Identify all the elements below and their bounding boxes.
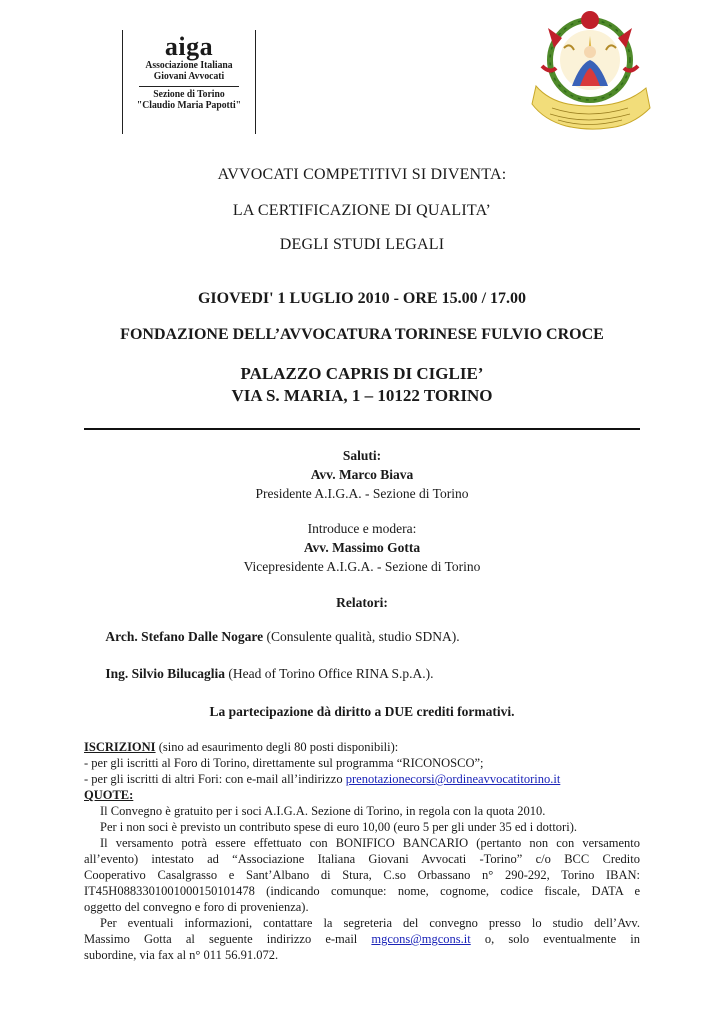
intro-name: Avv. Massimo Gotta	[303, 540, 421, 555]
speaker-item	[88, 666, 434, 682]
iscrizioni-foro: - per gli iscritti al Foro di Torino, direttamente sul programma “RICONOSCO”;	[84, 756, 484, 770]
intro-role: Vicepresidente A.I.G.A. - Sezione di Torino	[243, 559, 481, 574]
relatori-label: Relatori:	[336, 595, 388, 610]
quote-line	[84, 787, 640, 803]
contatti-text: Massimo Gotta al seguente indirizzo e-mail	[84, 932, 372, 946]
saluti-role: Presidente A.I.G.A. - Sezione di Torino	[255, 486, 469, 501]
speaker-item	[88, 629, 460, 645]
section-divider	[84, 428, 640, 430]
iscrizioni-altri-text: - per gli iscritti di altri Fori: con e-mail all’indirizzo	[84, 772, 346, 786]
speaker-detail: (Head of Torino Office RINA S.p.A.).	[225, 666, 434, 681]
event-palazzo: PALAZZO CAPRIS DI CIGLIE’	[240, 364, 484, 383]
contatti-line-1: Per eventuali informazioni, contattare la segreteria del convegno presso lo studio dell’Avv.	[100, 916, 640, 930]
speaker-detail: (Consulente qualità, studio SDNA).	[263, 629, 460, 644]
versamento-line-2: all’evento) intestato ad “Associazione Italiana Giovani Avvocati -Torino” c/o BCC Credito	[84, 852, 640, 866]
logo-line-young-lawyers: Giovani Avvocati	[153, 71, 225, 82]
speaker-name: Ing. Silvio Bilucaglia	[105, 666, 226, 681]
title-line-2: LA CERTIFICAZIONE DI QUALITA’	[232, 202, 492, 219]
contatti-line-2	[84, 931, 640, 947]
title-line-3: DEGLI STUDI LEGALI	[279, 236, 445, 253]
contatti-suffix: o, solo eventualmente in	[470, 932, 640, 946]
logo-name: aiga	[164, 32, 214, 61]
logo-divider	[139, 86, 239, 87]
versamento-line-4: IT45H0883301001000150101478 (indicando comunque: nome, cognome, codice fiscale, DATA e	[84, 884, 640, 898]
aiga-logo	[122, 30, 256, 134]
iscrizioni-text: (sino ad esaurimento degli 80 posti disponibili):	[155, 740, 399, 754]
intro-label: Introduce e modera:	[307, 521, 417, 536]
email-iscrizioni-link[interactable]: prenotazionecorsi@ordineavvocatitorino.it	[345, 772, 561, 786]
quote-heading: QUOTE:	[84, 788, 134, 802]
quote-non-soci: Per i non soci è previsto un contributo spese di euro 10,00 (euro 5 per gli under 35 ed i dottori).	[100, 820, 577, 834]
versamento-line-1: Il versamento potrà essere effettuato con BONIFICO BANCARIO (pertanto non con versamento	[100, 836, 640, 850]
speaker-name: Arch. Stefano Dalle Nogare	[105, 629, 264, 644]
crest-emblem-icon	[528, 8, 652, 134]
info-section	[84, 739, 640, 963]
title-line-1: AVVOCATI COMPETITIVI SI DIVENTA:	[217, 166, 507, 183]
event-date: GIOVEDI' 1 LUGLIO 2010 - ORE 15.00 / 17.00	[197, 290, 527, 307]
email-contatti-link[interactable]: mgcons@mgcons.it	[371, 932, 471, 946]
saluti-name: Avv. Marco Biava	[310, 467, 414, 482]
versamento-line-3: Cooperativo Casalgrasso e Sant’Albano di Stura, C.so Orbassano n° 290-292, Torino IBAN:	[84, 868, 640, 882]
versamento-line-5: oggetto del convegno e foro di provenienza).	[84, 900, 309, 914]
logo-line-section: Sezione di Torino	[153, 89, 225, 100]
saluti-label: Saluti:	[342, 448, 382, 463]
logo-line-dedication: "Claudio Maria Papotti"	[136, 100, 242, 111]
contatti-line-3: subordine, via fax al n° 011 56.91.072.	[84, 948, 279, 962]
logo-line-association: Associazione Italiana	[145, 60, 233, 71]
event-venue: FONDAZIONE DELL’AVVOCATURA TORINESE FULVIO CROCE	[120, 326, 604, 343]
credits-note: La partecipazione dà diritto a DUE crediti formativi.	[209, 704, 515, 719]
iscrizioni-heading: ISCRIZIONI	[84, 740, 156, 754]
event-address: VIA S. MARIA, 1 – 10122 TORINO	[231, 386, 493, 405]
quote-soci: Il Convegno è gratuito per i soci A.I.G.A. Sezione di Torino, in regola con la quota 2010.	[100, 804, 546, 818]
iscrizioni-line	[84, 739, 640, 755]
iscrizioni-altri-fori	[84, 771, 640, 787]
